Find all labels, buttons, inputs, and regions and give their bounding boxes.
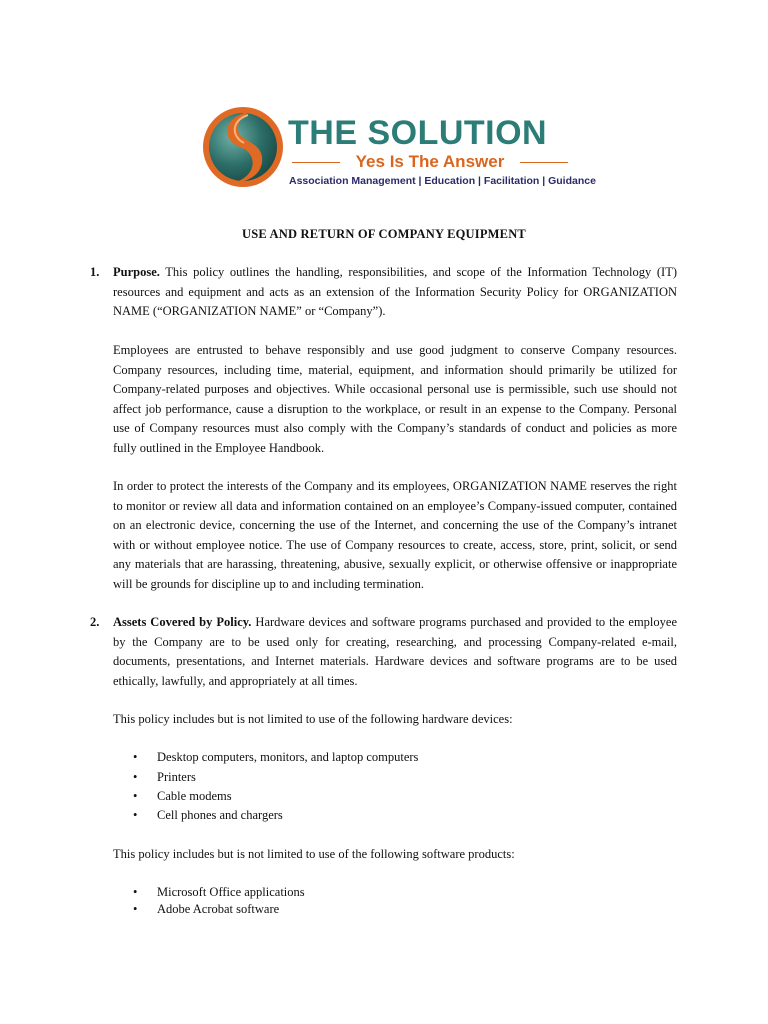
tagline-rule-left [292,162,340,163]
section-1-intro [113,263,677,322]
tagline-rule-right [520,162,568,163]
list-item: • Cable modems [133,787,232,807]
bullet-icon: • [133,808,138,822]
section-1-paragraph: In order to protect the interests of the Company and its employees, ORGANIZATION NAME reserves the right to monitor or review all data and information contained on an employee’s Company-issued computer, contained on an electronic device, concerning the use of the Internet, and concerning the use of the Company’s intranet with or without employee notice. The use of Company resources to create, access, store, print, solicit, or send any materials that are harassing, threatening, abusive, sexually explicit, or otherwise offensive or inappropriate will be grounds for discipline up to and including termination. [113,479,677,591]
section-2-intro [113,613,677,691]
bullet-icon: • [133,902,138,916]
logo-tagline-row [292,151,568,173]
swirl-logo-icon [200,101,286,193]
hardware-intro: This policy includes but is not limited to use of the following hardware devices: [113,712,513,726]
logo-tagline: Yes Is The Answer [355,152,505,171]
section-number: 2. [90,615,100,629]
bullet-icon: • [133,750,138,764]
section-number: 1. [90,265,100,279]
logo-services: Association Management | Education | Facilitation | Guidance [289,175,596,187]
list-item: • Microsoft Office applications [133,883,305,903]
section-heading: Purpose. [113,265,160,279]
section-intro-text: This policy outlines the handling, responsibilities, and scope of the Information Technology (IT) resources and equipment and acts as an extension of the Information Security Policy for ORGANIZATION NAME (“ORGANIZATION NAME” or “Company”). [113,265,677,318]
list-item: • Printers [133,768,196,788]
document-title: USE AND RETURN OF COMPANY EQUIPMENT [242,227,526,241]
logo-title: THE SOLUTION [288,114,548,152]
bullet-icon: • [133,789,138,803]
bullet-icon: • [133,770,138,784]
section-intro-text: Hardware devices and software programs purchased and provided to the employee by the Company are to be used only for creating, researching, and processing Company-related e-mail, documents, presentations, and Internet materials. Hardware devices and software programs are to be used ethically, lawfully, and appropriately at all times. [113,615,677,688]
list-item: • Adobe Acrobat software [133,900,279,920]
list-item: • Desktop computers, monitors, and laptop computers [133,748,418,768]
section-1-paragraph: Employees are entrusted to behave responsibly and use good judgment to conserve Company resources. Company resources, including time, material, equipment, and information should primarily be utilized for Company-related purposes and objectives. While occasional personal use is permissible, such use should not affect job performance, cause a disruption to the workplace, or result in an expense to the Company. Personal use of Company resources must also comply with the Company’s standards of conduct and policies as more fully outlined in the Employee Handbook. [113,343,677,455]
bullet-icon: • [133,885,138,899]
list-item: • Cell phones and chargers [133,806,283,826]
section-heading: Assets Covered by Policy. [113,615,252,629]
software-intro: This policy includes but is not limited to use of the following software products: [113,847,515,861]
company-logo [200,101,596,193]
